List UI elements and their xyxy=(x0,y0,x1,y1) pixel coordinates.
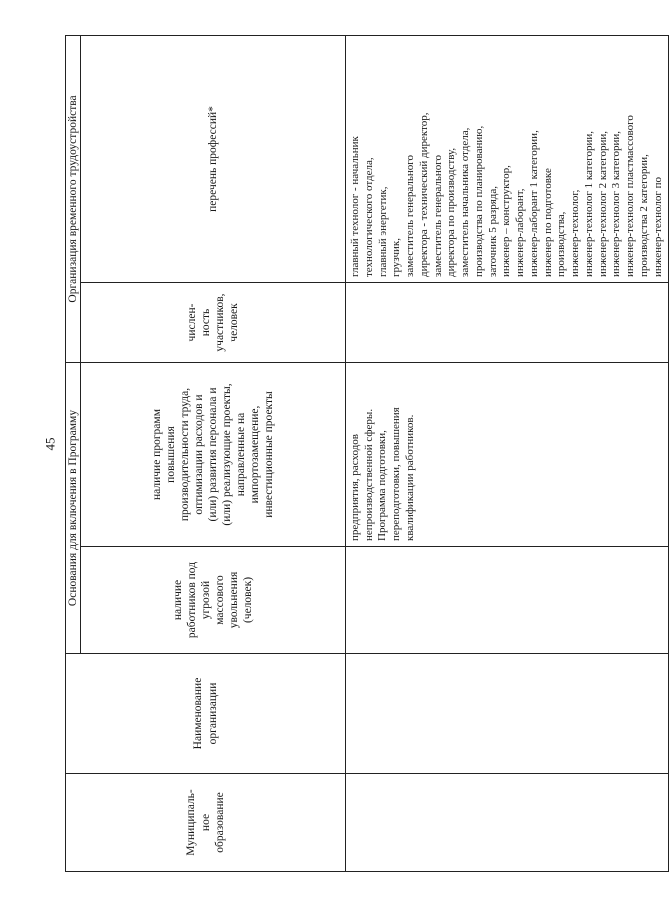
profession-line: заместитель генерального xyxy=(404,155,417,277)
header-organization: Наименование организации xyxy=(66,654,346,774)
profession-line: главный энергетик, xyxy=(376,186,389,277)
profession-line: инженер-лаборант, xyxy=(514,188,527,277)
cell-professions xyxy=(346,35,669,282)
header-municipality: Муниципаль- ное образование xyxy=(66,774,346,872)
header-basis-group: Основания для включения в Программу xyxy=(66,363,81,654)
profession-line: технологического отдела, xyxy=(362,157,375,277)
cell-participants xyxy=(346,283,669,363)
header-programs: наличие программ повышения производительности труда, оптимизации расходов и (или) развития персонала и (или) реализующие проекты, направленные на импортозамещение, инвестиционные проекты xyxy=(81,363,346,547)
profession-line: грузчик, xyxy=(390,237,403,277)
rotated-table-container xyxy=(65,36,664,872)
profession-line: главный технолог - начальник xyxy=(349,136,362,277)
profession-line: инженер – конструктор, xyxy=(500,165,513,277)
profession-line: заточник 5 разряда, xyxy=(486,186,499,277)
table-row xyxy=(346,35,669,871)
profession-line: заместитель генерального xyxy=(431,155,444,277)
profession-line: директора по производству, xyxy=(445,147,458,277)
profession-line: производства по планированию, xyxy=(472,125,485,277)
page-number: 45 xyxy=(42,437,58,451)
program-table xyxy=(65,35,669,872)
profession-line: инженер по подготовке xyxy=(541,168,554,277)
profession-line: инженер-лаборант 1 категории, xyxy=(527,130,540,277)
cell-employees-at-risk xyxy=(346,547,669,654)
profession-line: директора - технический директор, xyxy=(417,112,430,277)
profession-line: производства 2 категории, xyxy=(637,154,650,277)
header-participants: числен- ность участников, человек xyxy=(81,283,346,363)
profession-line: инженер-технолог пластмассового xyxy=(624,115,637,277)
profession-line: инженер-технолог, xyxy=(569,189,582,277)
profession-line: инженер-технолог 3 категории, xyxy=(610,130,623,277)
cell-municipality xyxy=(346,774,669,872)
header-professions: перечень профессий* xyxy=(81,35,346,282)
cell-organization xyxy=(346,654,669,774)
profession-line: инженер-технолог по xyxy=(651,177,664,277)
cell-programs: предприятия, расходов непроизводственной сферы. Программа подготовки, переподготовки, повышения квалификации работников. xyxy=(346,363,669,547)
profession-line: производства, xyxy=(555,211,568,277)
header-employees-at-risk: наличие работников под угрозой массового увольнения (человек) xyxy=(81,547,346,654)
header-group-row xyxy=(66,35,81,871)
profession-line: инженер-технолог 2 категории, xyxy=(596,130,609,277)
profession-line: заместитель начальника отдела, xyxy=(459,127,472,277)
header-employment-group: Организация временного трудоустройства xyxy=(66,35,81,362)
profession-line: инженер-технолог 1 категории, xyxy=(582,130,595,277)
